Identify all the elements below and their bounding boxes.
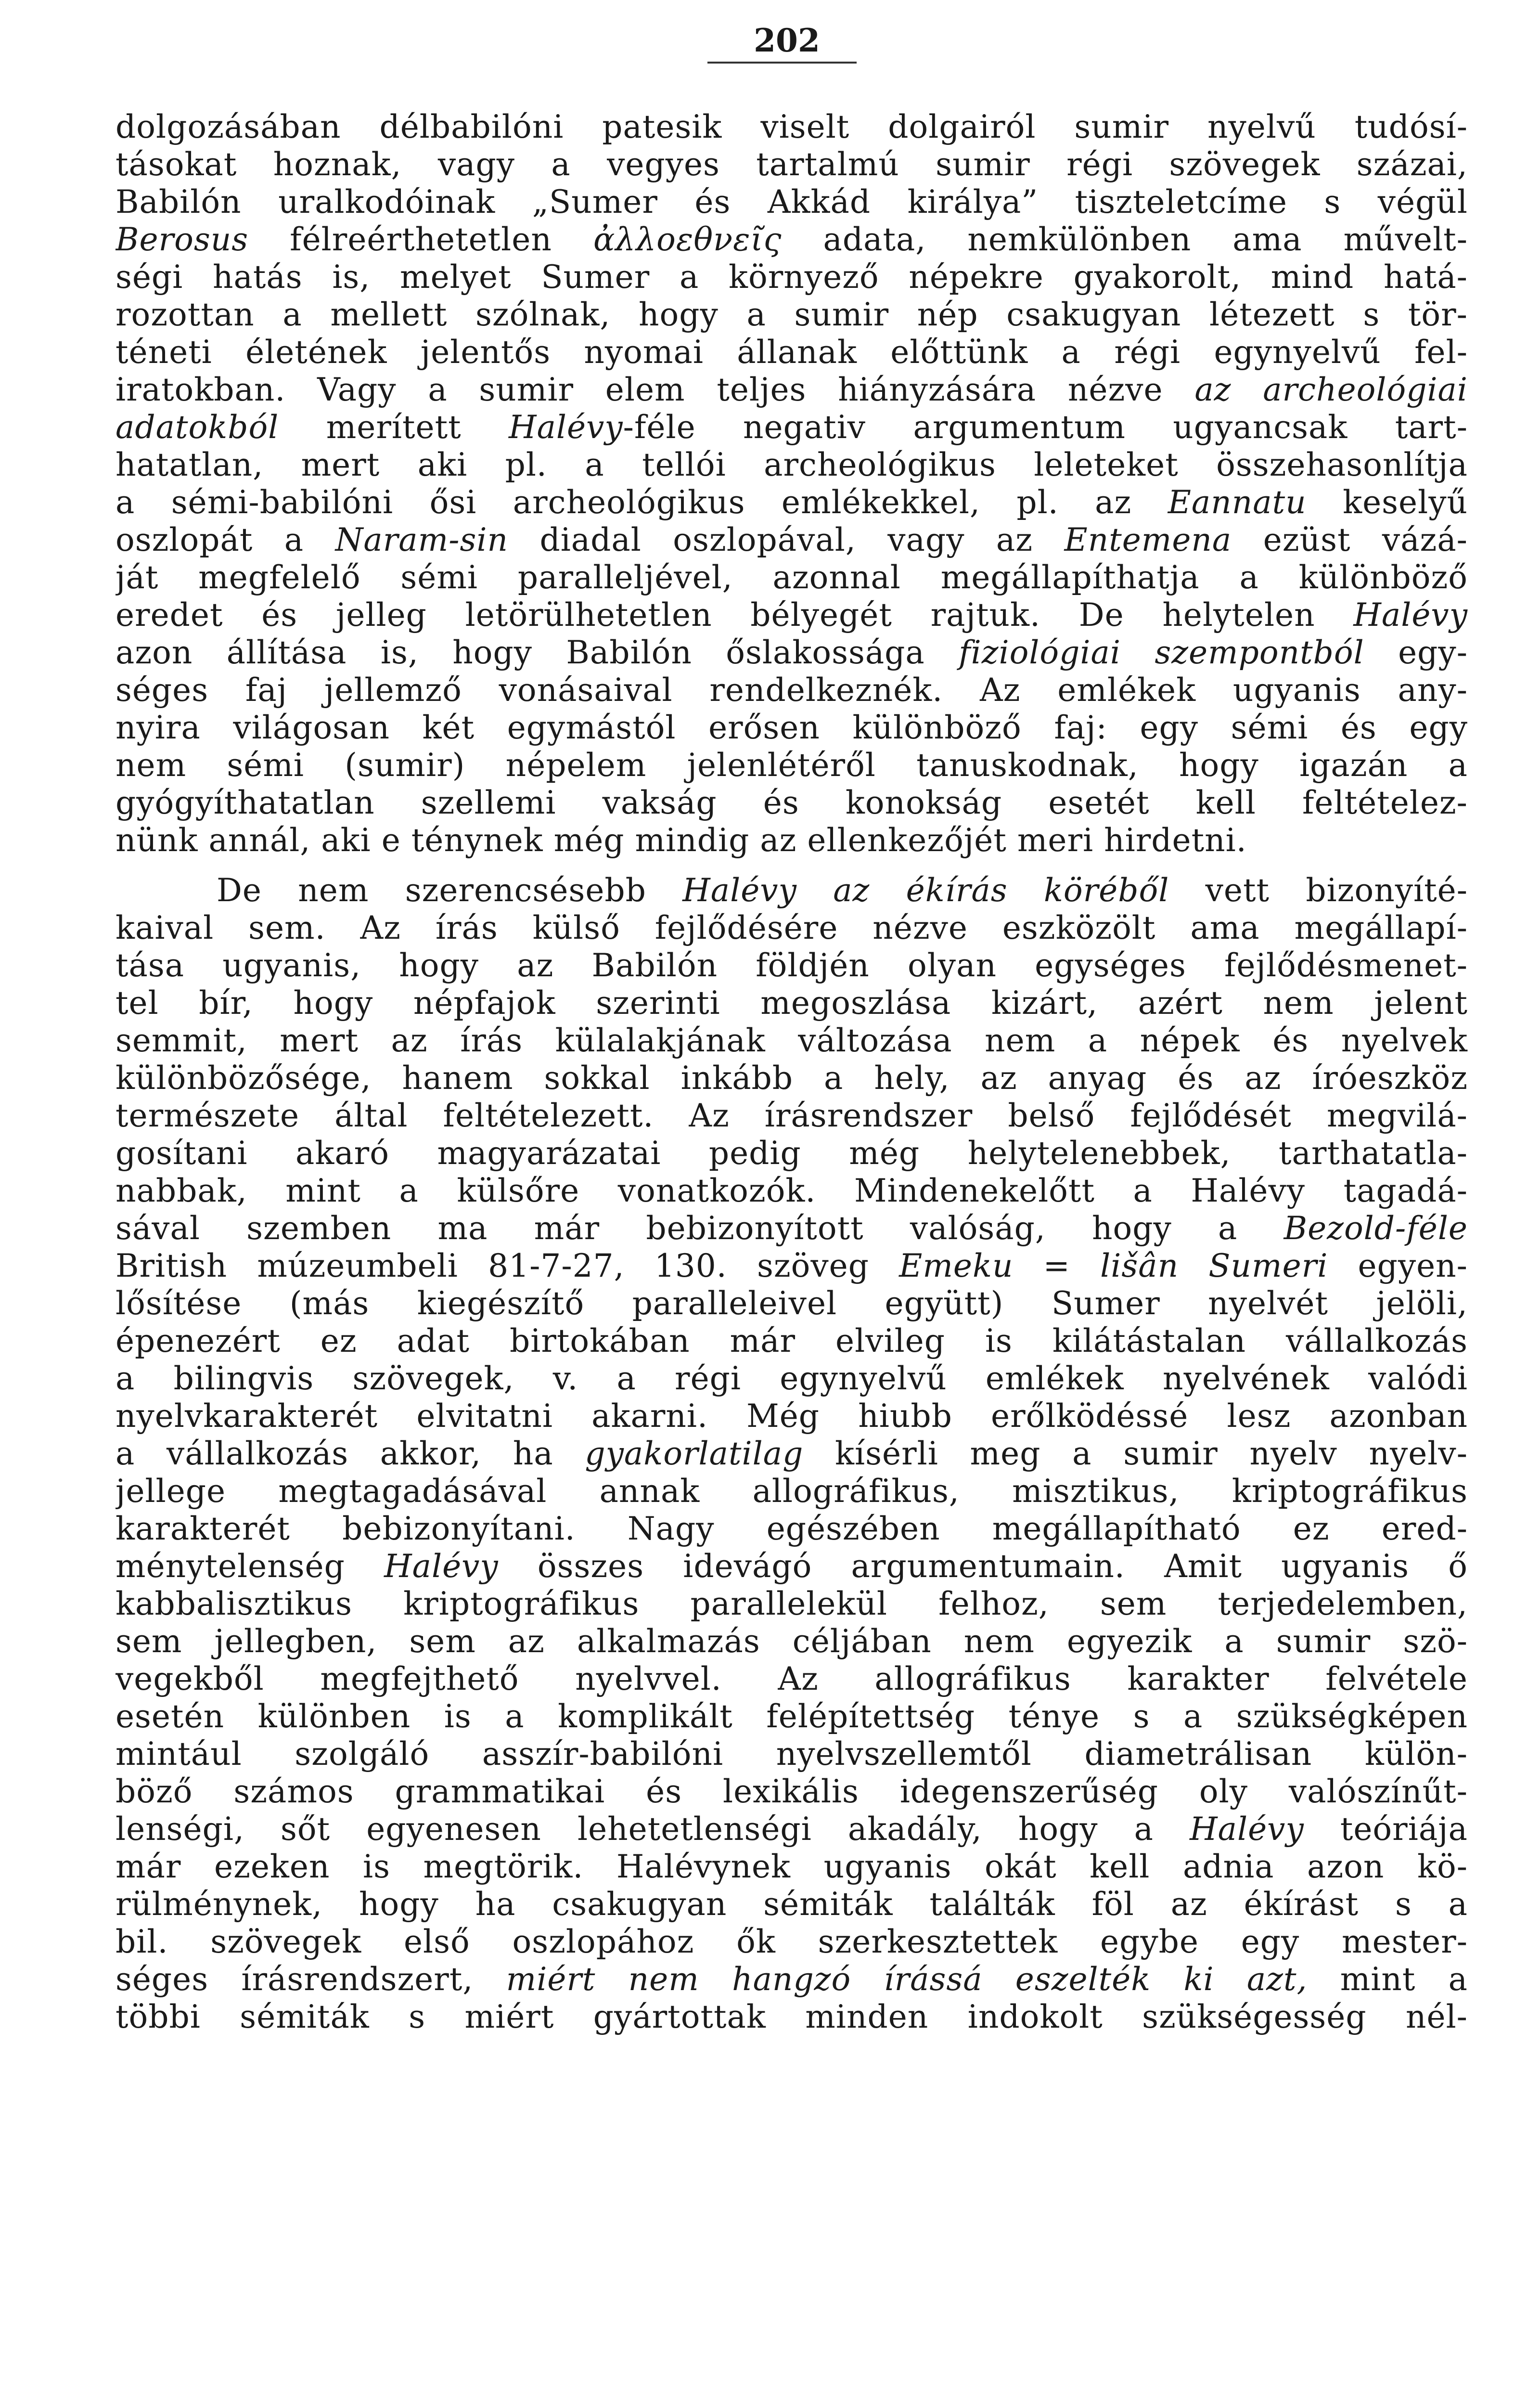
text-run: teóriája — [1304, 1811, 1468, 1848]
text-line — [116, 1097, 1468, 1135]
text-run: összes idevágó argumentumain. Amit ugyanis ő — [498, 1548, 1468, 1585]
text-line — [116, 1060, 1468, 1097]
text-line — [116, 1886, 1468, 1923]
text-run: merített — [279, 409, 509, 446]
text-line — [116, 1510, 1468, 1548]
text-run: egyen- — [1328, 1247, 1468, 1284]
text-line — [116, 1585, 1468, 1623]
italic-run: Halévy — [1353, 596, 1468, 634]
text-line — [116, 784, 1468, 822]
text-run: hatatlan, mert aki pl. a tellói archeológikus leleteket összehasonlítja — [116, 446, 1468, 483]
italic-run: fiziológiai szempontból — [959, 634, 1364, 671]
text-line — [116, 747, 1468, 784]
italic-run: Emeku = lišân Sumeri — [899, 1247, 1328, 1284]
text-line — [116, 1660, 1468, 1698]
text-run: vegekből megfejthető nyelvvel. Az allográfikus karakter felvétele — [116, 1660, 1468, 1697]
italic-run: Entemena — [1064, 521, 1232, 558]
text-line — [116, 634, 1468, 672]
text-line — [116, 1735, 1468, 1773]
text-line — [116, 672, 1468, 709]
italic-run: ἀλλοεθνεῖς — [593, 221, 782, 258]
text-line — [116, 521, 1468, 559]
text-line — [116, 446, 1468, 484]
page-number: 202 — [754, 22, 820, 59]
text-run: lősítése (más kiegészítő paralleleivel együtt) Sumer nyelvét jelöli, — [116, 1285, 1468, 1322]
italic-run: miért nem hangzó írássá eszelték ki azt, — [506, 1961, 1308, 1998]
text-line — [116, 1135, 1468, 1172]
text-run: kabbalisztikus kriptográfikus parallelekül felhoz, sem terjedelemben, — [116, 1585, 1468, 1622]
text-line — [116, 1473, 1468, 1510]
text-line — [116, 984, 1468, 1022]
text-run: nünk annál, aki e ténynek még mindig az ellenkezőjét meri hirdetni. — [116, 822, 1247, 859]
text-run: mintául szolgáló asszír-babilóni nyelvszellemtől diametrálisan külön- — [116, 1735, 1468, 1773]
text-line — [116, 596, 1468, 634]
text-line — [116, 1360, 1468, 1398]
text-line — [116, 1285, 1468, 1322]
text-run: már ezeken is megtörik. Halévynek ugyanis okát kell adnia azon kö- — [116, 1848, 1468, 1885]
text-run: kaival sem. Az írás külső fejlődésére nézve eszközölt ama megállapí- — [116, 909, 1468, 946]
text-run: jellege megtagadásával annak allográfikus, misztikus, kriptográfikus — [116, 1473, 1468, 1510]
text-run: természete által feltételezett. Az írásrendszer belső fejlődését megvilá- — [116, 1097, 1468, 1134]
text-run: nyira világosan két egymástól erősen különböző faj: egy sémi és egy — [116, 709, 1468, 746]
text-run: rozottan a mellett szólnak, hogy a sumir nép csakugyan létezett s tör- — [116, 296, 1468, 333]
text-run: semmit, mert az írás külalakjának változása nem a népek és nyelvek — [116, 1022, 1468, 1059]
italic-run: adatokból — [116, 409, 279, 446]
text-line — [116, 1247, 1468, 1285]
text-line — [116, 1623, 1468, 1660]
text-run: nabbak, mint a külsőre vonatkozók. Mindenekelőtt a Halévy tagadá- — [116, 1172, 1468, 1209]
text-run: nem sémi (sumir) népelem jelenlétéről tanuskodnak, hogy igazán a — [116, 747, 1468, 784]
text-run: bil. szövegek első oszlopához ők szerkesztettek egybe egy mester- — [116, 1923, 1468, 1960]
text-run: oszlopát a — [116, 521, 335, 558]
text-run: sem jellegben, sem az alkalmazás céljában nem egyezik a sumir szö- — [116, 1623, 1468, 1660]
text-line — [116, 221, 1468, 259]
text-line — [116, 1811, 1468, 1848]
text-line — [116, 484, 1468, 521]
text-run: keselyű — [1306, 484, 1468, 521]
text-line — [116, 371, 1468, 409]
text-run: adata, nemkülönben ama művelt- — [782, 221, 1468, 258]
text-line — [116, 1848, 1468, 1886]
text-line — [116, 1172, 1468, 1210]
text-run: diadal oszlopával, vagy az — [508, 521, 1065, 558]
text-line — [116, 108, 1468, 146]
text-line — [116, 909, 1468, 947]
text-line — [116, 1435, 1468, 1473]
text-line — [116, 1210, 1468, 1247]
text-run: séges faj jellemző vonásaival rendelkeznék. Az emlékek ugyanis any- — [116, 672, 1468, 709]
text-line — [116, 559, 1468, 596]
text-run: karakterét bebizonyítani. Nagy egészében megállapítható ez ered- — [116, 1510, 1468, 1547]
text-run: különbözősége, hanem sokkal inkább a hely, az anyag és az íróeszköz — [116, 1060, 1468, 1097]
text-run: mint a — [1307, 1961, 1468, 1998]
italic-run: az archeológiai — [1194, 371, 1468, 408]
text-run: ménytelenség — [116, 1548, 385, 1585]
italic-run: Halévy — [384, 1548, 499, 1585]
italic-run: Halévy — [509, 409, 623, 446]
italic-run: Bezold-féle — [1283, 1210, 1468, 1247]
text-line — [116, 1398, 1468, 1435]
text-run: kísérli meg a sumir nyelv nyelv- — [803, 1435, 1468, 1472]
italic-run: Eannatu — [1168, 484, 1307, 521]
text-line — [116, 872, 1468, 909]
paragraph — [116, 108, 1468, 859]
text-run: gosítani akaró magyarázatai pedig még helytelenebbek, tarthatatla- — [116, 1135, 1468, 1172]
text-run: többi sémiták s miért gyártottak minden indokolt szükségesség nél- — [116, 1998, 1468, 2035]
text-line — [116, 1961, 1468, 1998]
text-run: rülménynek, hogy ha csakugyan sémiták találták föl az ékírást s a — [116, 1886, 1468, 1923]
text-line — [116, 947, 1468, 984]
text-line — [116, 1322, 1468, 1360]
text-run: böző számos grammatikai és lexikális idegenszerűség oly valószínűt- — [116, 1773, 1468, 1810]
text-line — [116, 409, 1468, 446]
text-run: séges írásrendszert, — [116, 1961, 506, 1998]
text-run: eredet és jelleg letörülhetetlen bélyegét rajtuk. De helytelen — [116, 596, 1354, 634]
text-line — [116, 259, 1468, 296]
text-run: tel bír, hogy népfajok szerinti megoszlása kizárt, azért nem jelent — [116, 984, 1468, 1022]
text-run: British múzeumbeli 81-7-27, 130. szöveg — [116, 1247, 899, 1284]
text-run: egy- — [1364, 634, 1468, 671]
text-run: épenezért ez adat birtokában már elvileg is kilátástalan vállalkozás — [116, 1322, 1468, 1359]
text-run: gyógyíthatatlan szellemi vakság és konokság esetét kell feltételez- — [116, 784, 1468, 821]
italic-run: gyakorlatilag — [585, 1435, 804, 1472]
text-run: -féle negativ argumentum ugyancsak tart- — [623, 409, 1468, 446]
text-line — [116, 1923, 1468, 1961]
text-run: nyelvkarakterét elvitatni akarni. Még hiubb erőlködéssé lesz azonban — [116, 1398, 1468, 1435]
italic-run: Naram-sin — [335, 521, 508, 558]
text-run: dolgozásában délbabilóni patesik viselt dolgairól sumir nyelvű tudósí- — [116, 108, 1468, 145]
text-run: Babilón uralkodóinak „Sumer és Akkád királya” tiszteletcíme s végül — [116, 183, 1468, 220]
text-line — [116, 1022, 1468, 1060]
paragraph-gap — [116, 859, 1468, 872]
text-line — [116, 822, 1468, 859]
text-run: lenségi, sőt egyenesen lehetetlenségi akadály, hogy a — [116, 1811, 1190, 1848]
text-run: iratokban. Vagy a sumir elem teljes hiányzására nézve — [116, 371, 1195, 408]
italic-run: Halévy az ékírás köréből — [682, 872, 1169, 909]
page-number-rule — [707, 62, 857, 64]
text-run: vett bizonyíté- — [1169, 872, 1468, 909]
text-run: ségi hatás is, melyet Sumer a környező népekre gyakorolt, mind hatá- — [116, 259, 1468, 296]
text-line — [116, 296, 1468, 334]
text-line — [116, 1773, 1468, 1811]
text-run: a vállalkozás akkor, ha — [116, 1435, 585, 1472]
text-run: sával szemben ma már bebizonyított valóság, hogy a — [116, 1210, 1284, 1247]
italic-run: Berosus — [116, 221, 249, 258]
text-line — [116, 146, 1468, 183]
text-line — [116, 183, 1468, 221]
text-run: ezüst vázá- — [1232, 521, 1468, 558]
text-line — [116, 709, 1468, 747]
text-run: tásokat hoznak, vagy a vegyes tartalmú sumir régi szövegek százai, — [116, 146, 1468, 183]
text-run: ját megfelelő sémi paralleljével, azonnal megállapíthatja a különböző — [116, 559, 1468, 596]
text-line — [116, 334, 1468, 371]
text-line — [116, 1998, 1468, 2036]
text-run: félreérthetetlen — [248, 221, 593, 258]
text-run: a bilingvis szövegek, v. a régi egynyelvű emlékek nyelvének valódi — [116, 1360, 1468, 1397]
text-line — [116, 1698, 1468, 1735]
body-text — [116, 108, 1468, 2036]
text-run: azon állítása is, hogy Babilón őslakossága — [116, 634, 959, 671]
text-run: tása ugyanis, hogy az Babilón földjén olyan egységes fejlődésmenet- — [116, 947, 1468, 984]
text-line — [116, 1548, 1468, 1585]
text-run: téneti életének jelentős nyomai állanak előttünk a régi egynyelvű fel- — [116, 334, 1468, 371]
italic-run: Halévy — [1190, 1811, 1304, 1848]
text-run: esetén különben is a komplikált felépítettség ténye s a szükségképen — [116, 1698, 1468, 1735]
text-run: a sémi-babilóni ősi archeológikus emlékekkel, pl. az — [116, 484, 1168, 521]
text-run: De nem szerencsésebb — [217, 872, 683, 909]
paragraph — [116, 872, 1468, 2036]
